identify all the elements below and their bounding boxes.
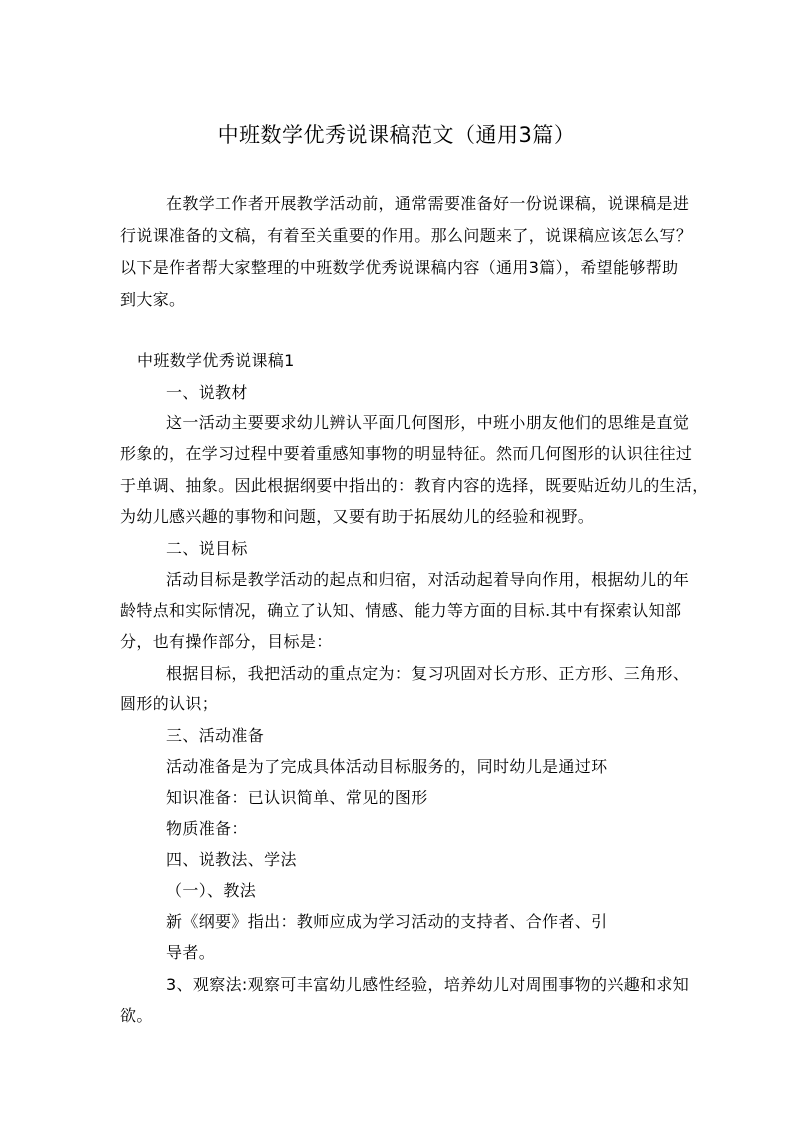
part3-heading: 三、活动准备	[166, 726, 265, 745]
part3-knowledge: 知识准备：已认识简单、常见的图形	[166, 788, 428, 807]
part1-line-1: 这一活动主要要求幼儿辨认平面几何图形，中班小朋友他们的思维是直觉	[166, 413, 690, 432]
part4-method-line-2: 欲。	[120, 1006, 153, 1025]
part1-heading: 一、说教材	[166, 383, 248, 402]
part4-heading: 四、说教法、学法	[166, 850, 297, 869]
part3-material: 物质准备：	[166, 819, 248, 838]
part4-line-1: 新《纲要》指出：教师应成为学习活动的支持者、合作者、引	[166, 912, 608, 931]
part2-line-1: 活动目标是教学活动的起点和归宿，对活动起着导向作用，根据幼儿的年	[166, 570, 690, 589]
document-title: 中班数学优秀说课稿范文（通用3篇）	[217, 123, 576, 147]
part2-focus-line-1: 根据目标，我把活动的重点定为：复习巩固对长方形、正方形、三角形、	[166, 664, 690, 683]
intro-line-2: 行说课准备的文稿，有着至关重要的作用。那么问题来了，说课稿应该怎么写？	[120, 226, 693, 245]
part2-line-2: 龄特点和实际情况，确立了认知、情感、能力等方面的目标.其中有探索认知部	[120, 601, 682, 620]
part3-line-1: 活动准备是为了完成具体活动目标服务的，同时幼儿是通过环	[166, 757, 608, 776]
part2-heading: 二、说目标	[166, 539, 248, 558]
part1-line-3: 于单调、抽象。因此根据纲要中指出的：教育内容的选择，既要贴近幼儿的生活，	[120, 476, 709, 495]
intro-line-1: 在教学工作者开展教学活动前，通常需要准备好一份说课稿，说课稿是进	[166, 194, 690, 213]
section-heading: 中班数学优秀说课稿1	[137, 351, 295, 370]
part1-line-4: 为幼儿感兴趣的事物和问题，又要有助于拓展幼儿的经验和视野。	[120, 507, 595, 526]
part2-focus-line-2: 圆形的认识；	[120, 694, 219, 713]
part4-method-line-1: 3、观察法:观察可丰富幼儿感性经验，培养幼儿对周围事物的兴趣和求知	[166, 975, 690, 994]
intro-line-3: 以下是作者帮大家整理的中班数学优秀说课稿内容（通用3篇），希望能够帮助	[120, 258, 679, 277]
part2-line-3: 分，也有操作部分，目标是：	[120, 632, 333, 651]
part1-line-2: 形象的，在学习过程中要着重感知事物的明显特征。然而几何图形的认识往往过	[120, 444, 693, 463]
intro-line-4: 到大家。	[120, 290, 186, 309]
part4-line-2: 导者。	[166, 943, 216, 962]
part4-subheading: （一）、教法	[166, 881, 257, 900]
